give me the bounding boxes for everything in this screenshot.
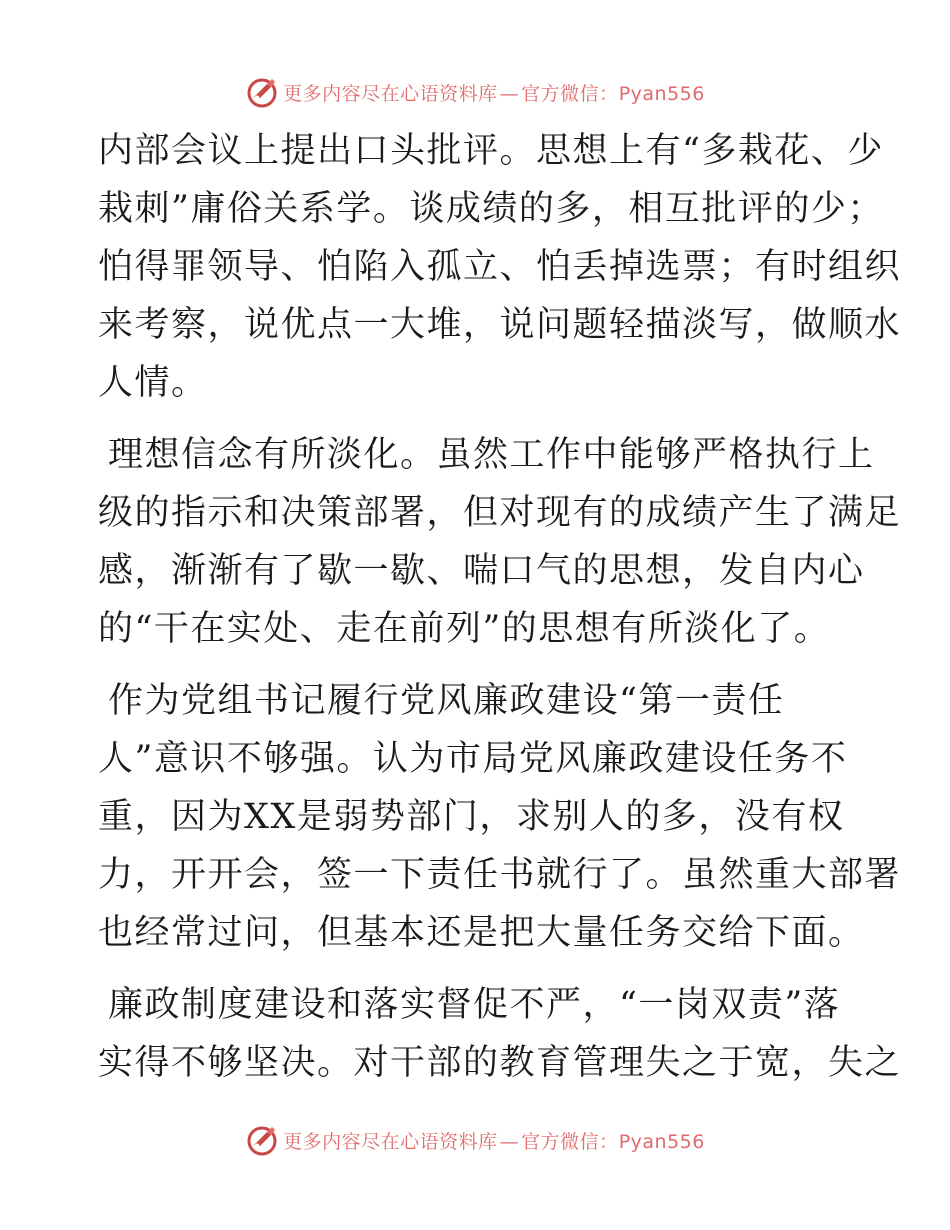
watermark-label: 官方微信： — [521, 82, 619, 105]
text-line: 感，渐渐有了歇一歇、喘口气的思想，发自内心 — [98, 551, 865, 591]
text-line: 力，开开会，签一下责任书就行了。虽然重大部署 — [98, 855, 902, 895]
watermark-text — [283, 79, 705, 106]
text-line: 来考察，说优点一大堆，说问题轻描淡写，做顺水 — [98, 305, 902, 345]
watermark-brand: 更多内容尽在心语资料库 — [283, 82, 498, 105]
paragraph-2 — [98, 426, 902, 658]
header-watermark — [0, 72, 950, 112]
text-line: 栽刺”庸俗关系学。谈成绩的多，相互批评的少； — [98, 189, 884, 229]
watermark-wechat-id: Pyan556 — [618, 82, 705, 105]
paragraph-3 — [98, 672, 902, 962]
watermark-dash: — — [499, 1130, 520, 1153]
watermark-dash: — — [499, 82, 520, 105]
text-line: 怕得罪领导、怕陷入孤立、怕丢掉选票；有时组织 — [98, 247, 902, 287]
watermark-wechat-id: Pyan556 — [618, 1130, 705, 1153]
text-line: 也经常过问，但基本还是把大量任务交给下面。 — [98, 913, 865, 953]
text-line: 廉政制度建设和落实督促不严，“一岗双责”落 — [108, 985, 841, 1025]
footer-watermark — [0, 1120, 950, 1160]
text-line: 内部会议上提出口头批评。思想上有“多栽花、少 — [98, 131, 884, 171]
text-line: 级的指示和决策部署，但对现有的成绩产生了满足 — [98, 493, 902, 533]
text-line: 重，因为XX是弱势部门，求别人的多，没有权 — [98, 797, 845, 837]
paragraph-1 — [98, 122, 902, 412]
text-line: 实得不够坚决。对干部的教育管理失之于宽，失之 — [98, 1043, 902, 1083]
paragraph-4 — [98, 976, 902, 1092]
text-line: 人”意识不够强。认为市局党风廉政建设任务不 — [98, 739, 848, 779]
brand-logo-icon — [245, 75, 279, 109]
text-line: 理想信念有所淡化。虽然工作中能够严格执行上 — [108, 435, 875, 475]
watermark-label: 官方微信： — [521, 1130, 619, 1153]
document-body — [98, 122, 902, 1092]
text-line: 人情。 — [98, 363, 208, 403]
text-line: 的“干在实处、走在前列”的思想有所淡化了。 — [98, 609, 831, 649]
watermark-text — [283, 1127, 705, 1154]
brand-logo-icon — [245, 1123, 279, 1157]
watermark-brand: 更多内容尽在心语资料库 — [283, 1130, 498, 1153]
text-line: 作为党组书记履行党风廉政建设“第一责任 — [108, 681, 785, 721]
